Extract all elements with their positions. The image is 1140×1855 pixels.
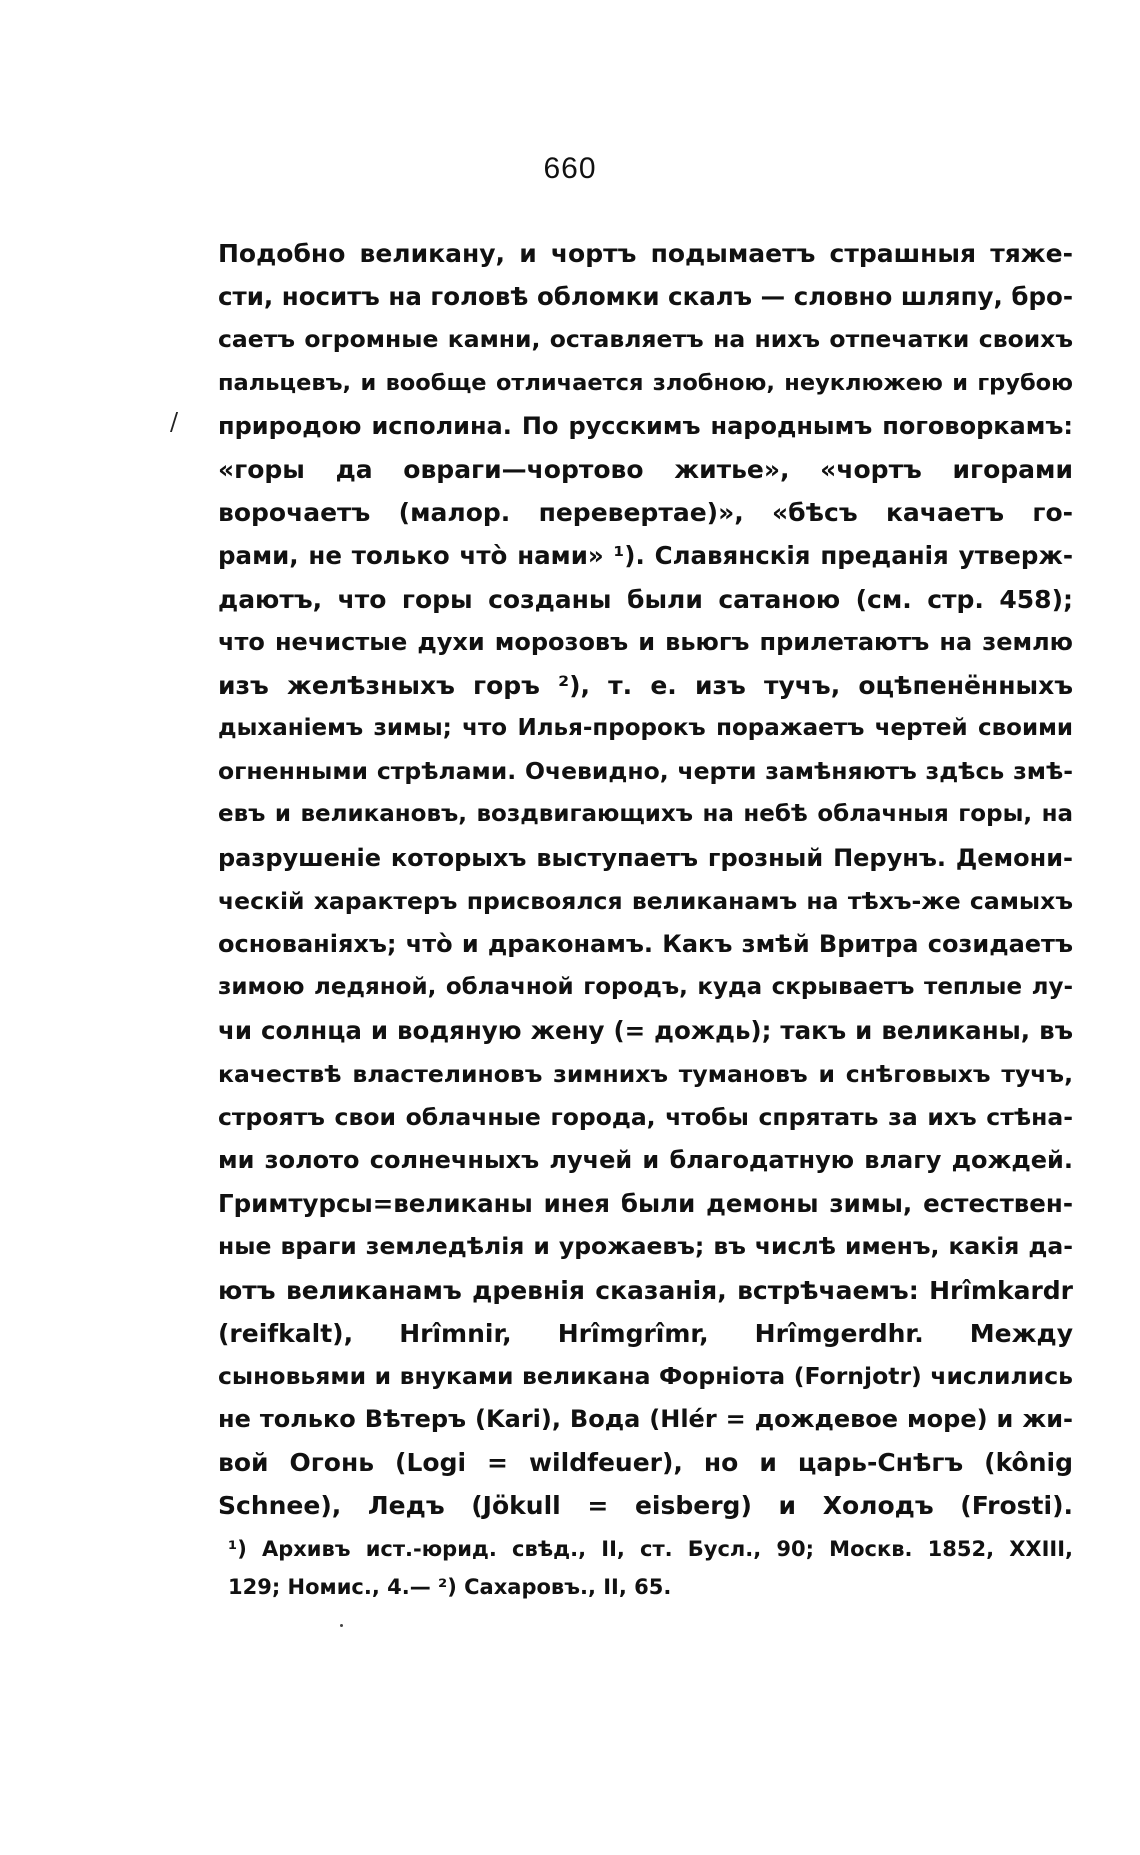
- text-line: саетъ огромные камни, оставляетъ на нихъ отпечатки своихъ: [218, 325, 1073, 354]
- text-line: вой Огонь (Logi = wildfeuer), но и царь-Снѣгъ (kônig: [218, 1448, 1073, 1478]
- text-line: разрушеніе которыхъ выступаетъ грозный Перунъ. Демони-: [218, 843, 1073, 872]
- text-line: природою исполина. По русскимъ народнымъ поговоркамъ:: [218, 411, 1073, 440]
- text-line: Schnee), Ледъ (Jökull = eisberg) и Холодъ (Frosti).: [218, 1491, 1073, 1521]
- text-line: пальцевъ, и вообще отличается злобною, неуклюжею и грубою: [218, 369, 1073, 396]
- text-line: рами, не только что̀ нами» ¹). Славянскія преданія утверж-: [218, 541, 1073, 571]
- text-line: изъ желѣзныхъ горъ ²), т. е. изъ тучъ, оцѣпенённыхъ: [218, 670, 1073, 700]
- text-line: евъ и великановъ, воздвигающихъ на небѣ облачныя горы, на: [218, 801, 1073, 828]
- margin-mark: /: [170, 408, 179, 436]
- page-number: 660: [543, 152, 597, 185]
- text-line: дыханіемъ зимы; что Илья-пророкъ поражаетъ чертей своими: [218, 715, 1073, 742]
- text-line: ные враги земледѣлія и урожаевъ; въ числѣ именъ, какія да-: [218, 1232, 1073, 1261]
- print-speck: [340, 1624, 343, 1627]
- text-line: Гримтурсы=великаны инея были демоны зимы, естествен-: [218, 1189, 1073, 1219]
- text-line: сти, носитъ на головѣ обломки скалъ — словно шляпу, бро-: [218, 282, 1073, 312]
- text-line: ческій характеръ присвоялся великанамъ на тѣхъ-же самыхъ: [218, 886, 1073, 915]
- footnote-line: ¹) Архивъ ист.-юрид. свѣд., II, ст. Бусл., 90; Москв. 1852, XXIII,: [228, 1537, 1073, 1561]
- text-line: ми золото солнечныхъ лучей и благодатную влагу дождей.: [218, 1145, 1073, 1174]
- footnote-line: 129; Номис., 4.— ²) Сахаровъ., II, 65.: [228, 1575, 672, 1599]
- body-text: [218, 232, 1073, 1528]
- text-line: ворочаетъ (малор. перевертае)», «бѣсъ качаетъ го-: [218, 498, 1073, 528]
- text-line: даютъ, что горы созданы были сатаною (см. стр. 458);: [218, 584, 1073, 614]
- text-line: «горы да овраги—чортово житье», «чортъ игорами: [218, 454, 1073, 484]
- text-line: качествѣ властелиновъ зимнихъ тумановъ и снѣговыхъ тучъ,: [218, 1059, 1073, 1088]
- text-line: Подобно великану, и чортъ подымаетъ страшныя тяже-: [218, 239, 1073, 268]
- text-line: строятъ свои облачные города, чтобы спрятать за ихъ стѣна-: [218, 1102, 1073, 1131]
- footnotes: [228, 1530, 1073, 1606]
- text-line: огненными стрѣлами. Очевидно, черти замѣняютъ здѣсь змѣ-: [218, 757, 1073, 786]
- text-line: чи солнца и водяную жену (= дождь); такъ и великаны, въ: [218, 1016, 1073, 1046]
- text-line: что нечистые духи морозовъ и вьюгъ прилетаютъ на землю: [218, 627, 1073, 656]
- text-line: основаніяхъ; что̀ и драконамъ. Какъ змѣй Вритра созидаетъ: [218, 930, 1073, 958]
- text-line: сыновьями и внуками великана Форніота (Fornjotr) числились: [218, 1361, 1073, 1390]
- text-line: не только Вѣтеръ (Kari), Вода (Hlér = дождевое море) и жи-: [218, 1405, 1073, 1434]
- text-line: (reifkalt), Hrîmnir, Hrîmgrîmr, Hrîmgerdhr. Между: [218, 1318, 1073, 1348]
- text-line: ютъ великанамъ древнія сказанія, встрѣчаемъ: Hrîmkardr: [218, 1275, 1073, 1305]
- text-line: зимою ледяной, облачной городъ, куда скрываетъ теплые лу-: [218, 974, 1073, 1001]
